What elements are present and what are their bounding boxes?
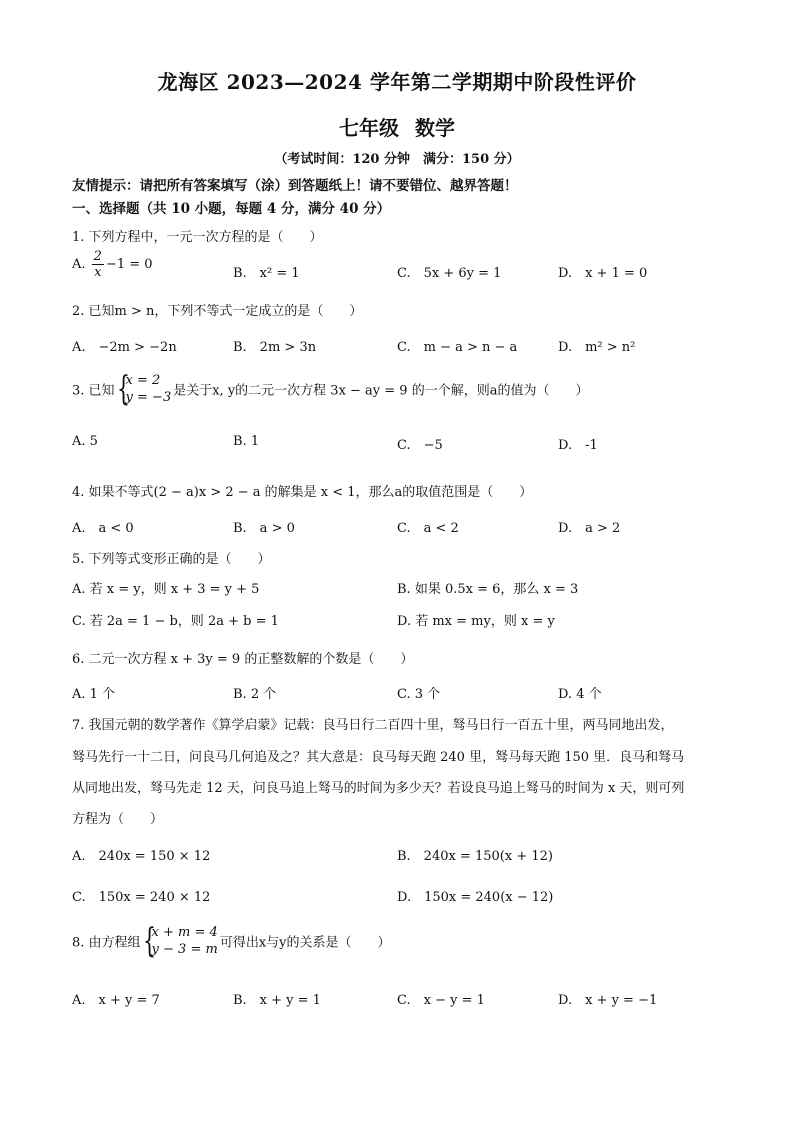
question-8-prefix: 8. 由方程组 xyxy=(72,935,141,951)
question-5-option-d: D. 若 mx = my，则 x = y xyxy=(397,614,555,629)
question-1-option-d: D. x + 1 = 0 xyxy=(558,266,648,281)
brace-icon: { xyxy=(142,921,156,961)
question-3-suffix: 是关于x, y的二元一次方程 3x − ay = 9 的一个解，则a的值为（ ） xyxy=(173,383,589,399)
exam-subtitle xyxy=(0,112,794,141)
brace-icon: { xyxy=(116,369,130,409)
question-7-option-b: B. 240x = 150(x + 12) xyxy=(397,849,553,864)
question-5-option-c: C. 若 2a = 1 − b，则 2a + b = 1 xyxy=(72,614,279,629)
question-7-line-4: 方程为（ ） xyxy=(72,812,164,827)
system-row-1: x + m = 4 xyxy=(151,925,218,940)
option-a-rest: −1 = 0 xyxy=(105,257,153,272)
question-7-line-1: 7. 我国元朝的数学著作《算学启蒙》记载：良马日行二百四十里，驽马日行一百五十里，两马同地出发， xyxy=(72,718,674,733)
question-1-stem: 1. 下列方程中，一元一次方程的是（ ） xyxy=(72,230,323,245)
question-6-option-c: C. 3 个 xyxy=(397,687,441,702)
system-row-2: y − 3 = m xyxy=(151,942,218,957)
question-8-option-d: D. x + y = −1 xyxy=(558,993,658,1008)
friendly-tip: 友情提示：请把所有答案填写（涂）到答题纸上！请不要错位、越界答题！ xyxy=(72,178,518,194)
question-3-option-b: B. 1 xyxy=(233,434,260,449)
question-3-option-d: D. -1 xyxy=(558,438,598,453)
question-2-option-a: A. −2m > −2n xyxy=(72,340,177,355)
option-label: A. xyxy=(72,257,86,272)
system-row-2: y = −3 xyxy=(125,390,172,405)
question-5-stem: 5. 下列等式变形正确的是（ ） xyxy=(72,552,271,567)
question-6-option-b: B. 2 个 xyxy=(233,687,277,702)
system-row-1: x = 2 xyxy=(125,373,161,388)
question-1-option-c: C. 5x + 6y = 1 xyxy=(397,266,502,281)
question-8-option-b: B. x + y = 1 xyxy=(233,993,321,1008)
section-heading: 一、选择题（共 10 小题，每题 4 分，满分 40 分） xyxy=(72,201,391,217)
exam-title: 龙海区 2023—2024 学年第二学期期中阶段性评价 xyxy=(157,70,637,94)
fraction-denominator: x xyxy=(94,265,102,280)
grade-label: 七年级 xyxy=(339,116,399,140)
question-2-option-b: B. 2m > 3n xyxy=(233,340,317,355)
exam-info: （考试时间：120 分钟 满分：150 分） xyxy=(274,152,520,167)
equation-system xyxy=(142,921,218,961)
fraction-numerator: 2 xyxy=(93,249,102,264)
question-3-prefix: 3. 已知 xyxy=(72,383,115,399)
question-8-suffix: 可得出x与y的关系是（ ） xyxy=(219,935,391,951)
question-7-option-d: D. 150x = 240(x − 12) xyxy=(397,890,554,905)
question-2-option-c: C. m − a > n − a xyxy=(397,340,518,355)
subject-label: 数学 xyxy=(415,116,455,140)
fraction xyxy=(92,249,104,280)
question-6-option-a: A. 1 个 xyxy=(72,687,116,702)
question-4-option-c: C. a < 2 xyxy=(397,521,459,536)
question-6-option-d: D. 4 个 xyxy=(558,687,602,702)
question-5-option-b: B. 如果 0.5x = 6，那么 x = 3 xyxy=(397,582,579,597)
question-2-option-d: D. m² > n² xyxy=(558,340,636,355)
question-3-stem xyxy=(72,369,589,409)
question-4-stem: 4. 如果不等式(2 − a)x > 2 − a 的解集是 x < 1，那么a的取值范围是（ ） xyxy=(72,485,533,500)
question-7-option-c: C. 150x = 240 × 12 xyxy=(72,890,211,905)
question-5-option-a: A. 若 x = y，则 x + 3 = y + 5 xyxy=(72,582,260,597)
question-4-option-b: B. a > 0 xyxy=(233,521,295,536)
question-4-option-d: D. a > 2 xyxy=(558,521,621,536)
question-6-stem: 6. 二元一次方程 x + 3y = 9 的正整数解的个数是（ ） xyxy=(72,652,414,667)
question-8-stem xyxy=(72,921,391,961)
equation-system xyxy=(116,369,172,409)
question-8-option-a: A. x + y = 7 xyxy=(72,993,160,1008)
question-4-option-a: A. a < 0 xyxy=(72,521,134,536)
question-8-option-c: C. x − y = 1 xyxy=(397,993,485,1008)
question-7-option-a: A. 240x = 150 × 12 xyxy=(72,849,211,864)
question-7-line-3: 从同地出发，驽马先走 12 天，问良马追上驽马的时间为多少天？若设良马追上驽马的时间为 x 天，则可列 xyxy=(72,781,685,796)
question-3-option-c: C. −5 xyxy=(397,438,443,453)
question-1-option-a xyxy=(72,249,153,280)
question-7-line-2: 驽马先行一十二日，问良马几何追及之？其大意是：良马每天跑 240 里，驽马每天跑 150 里．良马和驽马 xyxy=(72,750,685,765)
question-3-option-a: A. 5 xyxy=(72,434,98,449)
question-2-stem: 2. 已知m > n，下列不等式一定成立的是（ ） xyxy=(72,304,363,319)
question-1-option-b: B. x² = 1 xyxy=(233,266,300,281)
